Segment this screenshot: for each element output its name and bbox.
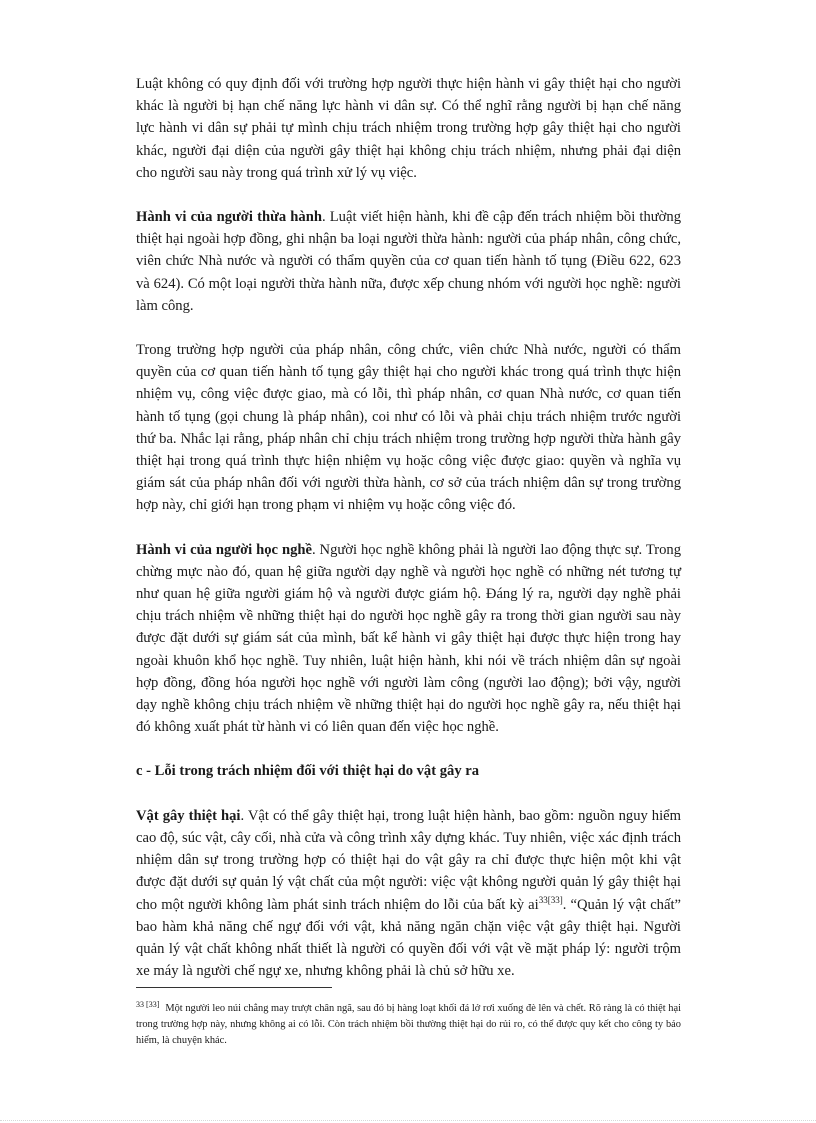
paragraph-1: [136, 73, 681, 184]
paragraph-4-text: . Người học nghề không phải là người lao động thực sự. Trong chừng mực nào đó, quan hệ giữa người dạy nghề và người học nghề có những nét tương tự như quan hệ giữa người giám hộ và người được giám hộ. Đáng lý ra, người dạy nghề phải chịu trách nhiệm về những thiệt hại do người học nghề gây ra trong thời gian người sau này được đặt dưới sự giám sát của mình, bất kể hành vi gây thiệt hại được thực hiện trong hay ngoài khuôn khổ học nghề. Tuy nhiên, luật hiện hành, khi nói về trách nhiệm dân sự ngoài hợp đồng, đồng hóa người học nghề với người làm công (người lao động); bởi vậy, người dạy nghề không chịu trách nhiệm về những thiệt hại do người học nghề gây ra, nếu thiệt hại đó không xuất phát từ hành vi có liên quan đến việc học nghề.: [136, 541, 681, 736]
paragraph-4-lead: Hành vi của người học nghề: [136, 541, 312, 558]
body-text: [136, 73, 681, 1004]
footnote: [136, 1001, 681, 1049]
paragraph-5-lead: Vật gây thiệt hại: [136, 807, 241, 824]
paragraph-3: [136, 339, 681, 517]
footnote-reference[interactable]: 33[33]: [538, 894, 563, 905]
paragraph-2-lead: Hành vi của người thừa hành: [136, 209, 322, 226]
paragraph-2: [136, 206, 681, 317]
paragraph-1-text: Luật không có quy định đối với trường hợp người thực hiện hành vi gây thiệt hại cho người khác là người bị hạn chế năng lực hành vi dân sự. Có thể nghĩ rằng người bị hạn chế năng lực hành vi dân sự phải tự mình chịu trách nhiệm trong trường hợp gây thiệt hại cho người khác, người đại diện của người gây thiệt hại không chịu trách nhiệm, nhưng phải đại diện cho người sau này trong quá trình xử lý vụ việc.: [136, 76, 681, 181]
page-bottom-edge: [0, 1120, 816, 1121]
paragraph-5-text-1: . Vật có thể gây thiệt hại, trong luật hiện hành, bao gồm: nguồn nguy hiểm cao độ, súc vật, cây cối, nhà cửa và công trình xây dựng khác. Tuy nhiên, việc xác định trách nhiệm dân sự trong trường hợp có thiệt hại do vật gây ra chỉ được thực hiện một khi vật được đặt dưới sự quản lý vật chất của một người: việc vật không người quản lý gây thiệt hại cho một người không làm phát sinh trách nhiệm do lỗi của bất kỳ ai: [136, 807, 681, 913]
paragraph-3-text: Trong trường hợp người của pháp nhân, công chức, viên chức Nhà nước, người có thẩm quyền của cơ quan tiến hành tố tụng gây thiệt hại cho người khác trong quá trình thực hiện nhiệm vụ, công việc được giao, mà có lỗi, thì pháp nhân, cơ quan Nhà nước, cơ quan tiến hành tố tụng (gọi chung là pháp nhân), coi như có lỗi và phải chịu trách nhiệm trước người thứ ba. Nhắc lại rằng, pháp nhân chỉ chịu trách nhiệm trong trường hợp người thừa hành gây thiệt hại trong quá trình thực hiện nhiệm vụ hoặc công việc được giao: quyền và nghĩa vụ giám sát của pháp nhân đối với người thừa hành, cơ sở của trách nhiệm dân sự trong trường hợp này, chỉ giới hạn trong phạm vi nhiệm vụ hoặc công việc đó.: [136, 342, 681, 514]
paragraph-5-text-2: . “Quản lý vật chất” bao hàm khả năng chế ngự đối với vật, khả năng ngăn chặn việc vật gây thiệt hại. Người quản lý vật chất không nhất thiết là người có quyền đối với vật về mặt pháp lý: người trộm xe máy là người chế ngự xe, nhưng không phải là chủ sở hữu xe.: [136, 896, 681, 980]
paragraph-5: [136, 805, 681, 983]
footnote-mark: 33 [33]: [136, 999, 160, 1009]
paragraph-2-text: . Luật viết hiện hành, khi đề cập đến trách nhiệm bồi thường thiệt hại ngoài hợp đồng, ghi nhận ba loại người thừa hành: người của pháp nhân, công chức, viên chức Nhà nước và người có thẩm quyền của cơ quan tiến hành tố tụng (Điều 622, 623 và 624). Có một loại người thừa hành nữa, được xếp chung nhóm với người học nghề: người làm công.: [136, 209, 681, 314]
footnote-text: Một người leo núi chẳng may trượt chân ngã, sau đó bị hàng loạt khối đá lở rơi xuống đè lên và chết. Rõ ràng là có thiệt hại trong trường hợp này, nhưng không ai có lỗi. Còn trách nhiệm bồi thường thiệt hại do rủi ro, có thể được quy kết cho công ty bảo hiểm, là chuyện khác.: [136, 1003, 682, 1046]
footnote-separator: [136, 987, 332, 988]
paragraph-4: [136, 539, 681, 739]
section-heading-c: c - Lỗi trong trách nhiệm đối với thiệt hại do vật gây ra: [136, 763, 480, 780]
